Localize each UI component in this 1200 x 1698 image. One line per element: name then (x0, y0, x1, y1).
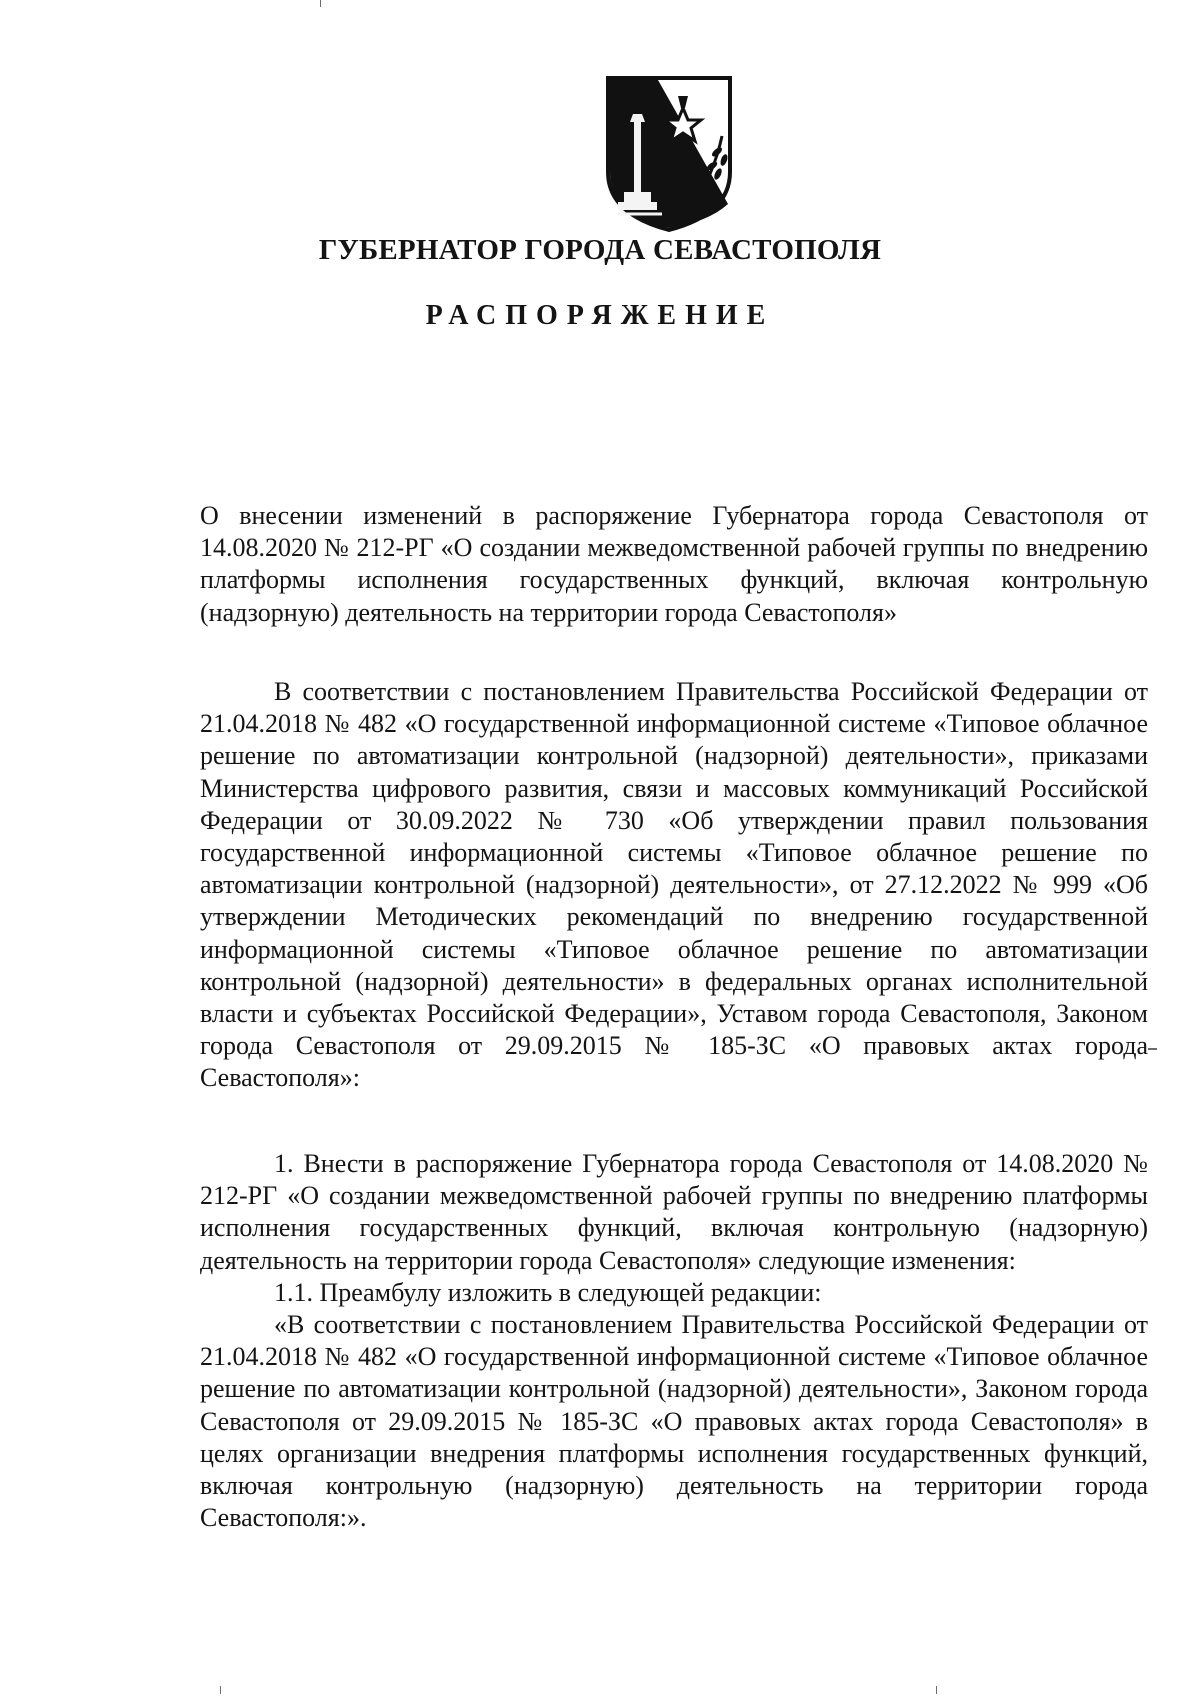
item-1 (200, 1148, 1148, 1277)
scan-mark (1148, 1048, 1157, 1050)
legal-basis-paragraph: В соответствии с постановлением Правительства Российской Федерации от 21.04.2018 № 482 «О государственной информационной системе «Типовое облачное решение по автоматизации контрольной (надзорной) деятельности», приказами Министерства цифрового развития, связи и массовых коммуникаций Российской Федерации от 30.09.2022 № 730 «Об утверждении правил пользования государственной информационной системы «Типовое облачное решение по автоматизации контрольной (надзорной) деятельности», от 27.12.2022 № 999 «Об утверждении Методических рекомендаций по внедрению государственной информационной системы «Типовое облачное решение по автоматизации контрольной (надзорной) деятельности» в федеральных органах исполнительной власти и субъектах Российской Федерации», Уставом города Севастополя, Законом города Севастополя от 29.09.2015 № 185-ЗС «О правовых актах города Севастополя»: (200, 677, 1148, 1093)
item-1-1: 1.1. Преамбулу изложить в следующей редакции: (274, 1277, 822, 1307)
document-title: О внесении изменений в распоряжение Губернатора города Севастополя от 14.08.2020 № 212-РГ «О создании межведомственной рабочей группы по внедрению платформы исполнения государственных функций, включая контрольную (надзорную) деятельность на территории города Севастополя» (200, 501, 1148, 627)
item-1-text: Внести в распоряжение Губернатора города Севастополя от 14.08.2020 № 212-РГ «О создании межведомственной рабочей группы по внедрению платформы исполнения государственных функций, включая контрольную (надзорную) деятельность на территории города Севастополя» следующие изменения: (200, 1149, 1148, 1275)
resolution-items (200, 1148, 1148, 1534)
preamble-quote: «В соответствии с постановлением Правительства Российской Федерации от 21.04.2018 № 482 «О государственной информационной системе «Типовое облачное решение по автоматизации контрольной (надзорной) деятельности», Законом города Севастополя от 29.09.2015 № 185-ЗС «О правовых актах города Севастополя» в целях организации внедрения платформы исполнения государственных функций, включая контрольную (надзорную) деятельность на территории города Севастополя:». (200, 1310, 1148, 1533)
item-1-number: 1. (274, 1149, 294, 1178)
document-type-heading: РАСПОРЯЖЕНИЕ (425, 300, 775, 331)
scan-mark (320, 0, 321, 7)
issuer-heading: ГУБЕРНАТОР ГОРОДА СЕВАСТОПОЛЯ (318, 234, 882, 266)
scan-mark (936, 1686, 937, 1694)
scan-mark (220, 1686, 221, 1694)
sevastopol-coat-of-arms-icon (604, 74, 734, 234)
